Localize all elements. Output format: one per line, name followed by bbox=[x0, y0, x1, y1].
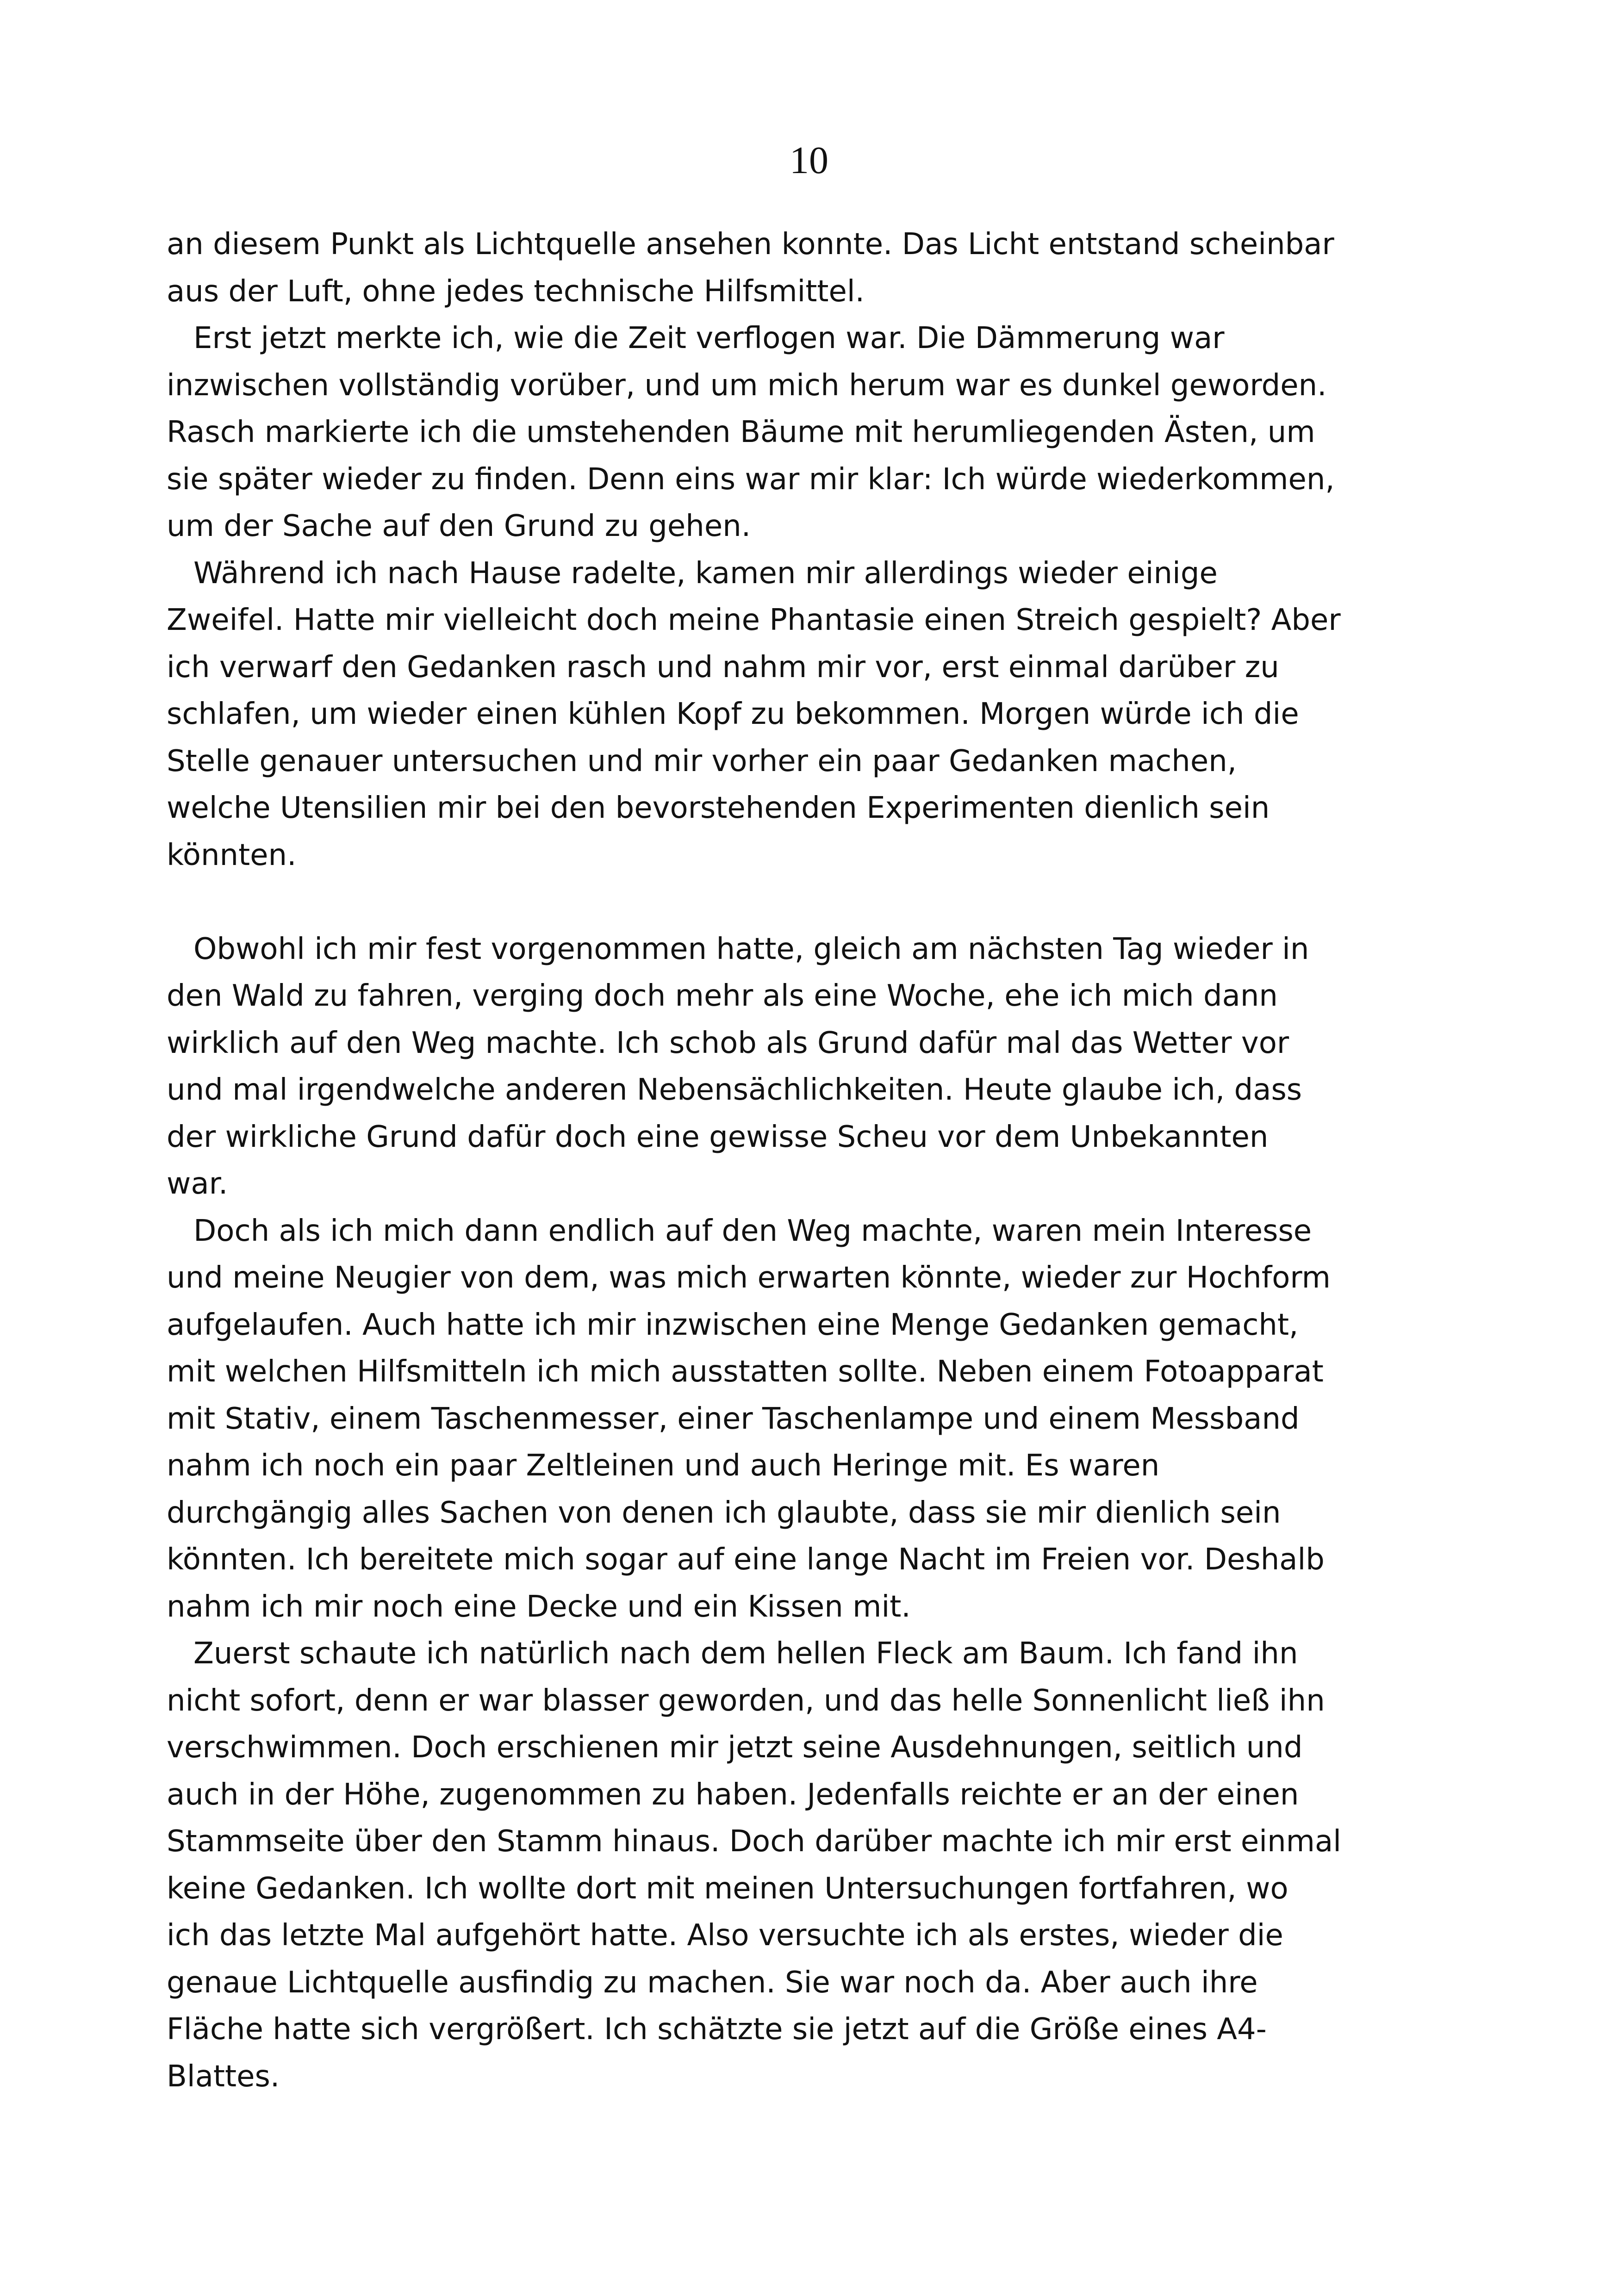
text-line: ich das letzte Mal aufgehört hatte. Also versuchte ich als erstes, wieder die bbox=[167, 1918, 1283, 1953]
text-line: wirklich auf den Weg machte. Ich schob als Grund dafür mal das Wetter vor bbox=[167, 1026, 1289, 1060]
text-line: durchgängig alles Sachen von denen ich glaubte, dass sie mir dienlich sein bbox=[167, 1495, 1281, 1530]
text-line: aufgelaufen. Auch hatte ich mir inzwischen eine Menge Gedanken gemacht, bbox=[167, 1307, 1299, 1342]
text-line: Obwohl ich mir fest vorgenommen hatte, gleich am nächsten Tag wieder in bbox=[193, 932, 1309, 966]
text-line: aus der Luft, ohne jedes technische Hilfsmittel. bbox=[167, 274, 865, 309]
text-line: Zweifel. Hatte mir vielleicht doch meine Phantasie einen Streich gespielt? Aber bbox=[167, 603, 1341, 637]
text-line: Doch als ich mich dann endlich auf den Weg machte, waren mein Interesse bbox=[193, 1213, 1312, 1248]
text-line: mit Stativ, einem Taschenmesser, einer Taschenlampe und einem Messband bbox=[167, 1401, 1300, 1436]
text-line: könnten. bbox=[167, 838, 297, 872]
text-line: Stammseite über den Stamm hinaus. Doch darüber machte ich mir erst einmal bbox=[167, 1824, 1341, 1859]
text-line: schlafen, um wieder einen kühlen Kopf zu bekommen. Morgen würde ich die bbox=[167, 697, 1299, 731]
text-line: nahm ich noch ein paar Zeltleinen und auch Heringe mit. Es waren bbox=[167, 1449, 1160, 1483]
paragraph-gap bbox=[167, 879, 1453, 926]
text-line: keine Gedanken. Ich wollte dort mit meinen Untersuchungen fortfahren, wo bbox=[167, 1871, 1288, 1906]
text-line: genaue Lichtquelle ausfindig zu machen. Sie war noch da. Aber auch ihre bbox=[167, 1965, 1258, 2000]
text-line: und mal irgendwelche anderen Nebensächlichkeiten. Heute glaube ich, dass bbox=[167, 1073, 1302, 1107]
text-line: welche Utensilien mir bei den bevorstehenden Experimenten dienlich sein bbox=[167, 791, 1270, 825]
text-line: Fläche hatte sich vergrößert. Ich schätzte sie jetzt auf die Größe eines A4- bbox=[167, 2012, 1267, 2047]
text-line: Während ich nach Hause radelte, kamen mir allerdings wieder einige bbox=[193, 556, 1218, 591]
text-line: und meine Neugier von dem, was mich erwarten könnte, wieder zur Hochform bbox=[167, 1261, 1331, 1295]
text-line: mit welchen Hilfsmitteln ich mich ausstatten sollte. Neben einem Fotoapparat bbox=[167, 1355, 1324, 1389]
body-text bbox=[167, 221, 1453, 2100]
text-line: um der Sache auf den Grund zu gehen. bbox=[167, 509, 751, 543]
text-line: könnten. Ich bereitete mich sogar auf eine lange Nacht im Freien vor. Deshalb bbox=[167, 1543, 1325, 1577]
text-line: war. bbox=[167, 1167, 228, 1201]
text-line: Rasch markierte ich die umstehenden Bäume mit herumliegenden Ästen, um bbox=[167, 415, 1315, 449]
text-line: Erst jetzt merkte ich, wie die Zeit verflogen war. Die Dämmerung war bbox=[193, 321, 1225, 355]
page-number: 10 bbox=[790, 139, 828, 182]
text-line: nahm ich mir noch eine Decke und ein Kissen mit. bbox=[167, 1589, 911, 1624]
text-line: Zuerst schaute ich natürlich nach dem hellen Fleck am Baum. Ich fand ihn bbox=[193, 1636, 1298, 1671]
text-line: verschwimmen. Doch erschienen mir jetzt seine Ausdehnungen, seitlich und bbox=[167, 1730, 1303, 1765]
text-line: Stelle genauer untersuchen und mir vorher ein paar Gedanken machen, bbox=[167, 744, 1237, 778]
text-line: inzwischen vollständig vorüber, und um mich herum war es dunkel geworden. bbox=[167, 368, 1327, 403]
text-line: den Wald zu fahren, verging doch mehr als eine Woche, ehe ich mich dann bbox=[167, 979, 1278, 1013]
text-line: nicht sofort, denn er war blasser geworden, und das helle Sonnenlicht ließ ihn bbox=[167, 1683, 1325, 1718]
text-line: ich verwarf den Gedanken rasch und nahm mir vor, erst einmal darüber zu bbox=[167, 650, 1279, 684]
text-line: an diesem Punkt als Lichtquelle ansehen konnte. Das Licht entstand scheinbar bbox=[167, 227, 1334, 261]
text-line: sie später wieder zu finden. Denn eins war mir klar: Ich würde wiederkommen, bbox=[167, 462, 1335, 497]
text-line: Blattes. bbox=[167, 2059, 280, 2094]
text-line: der wirkliche Grund dafür doch eine gewisse Scheu vor dem Unbekannten bbox=[167, 1120, 1269, 1154]
text-line: auch in der Höhe, zugenommen zu haben. Jedenfalls reichte er an der einen bbox=[167, 1777, 1299, 1812]
